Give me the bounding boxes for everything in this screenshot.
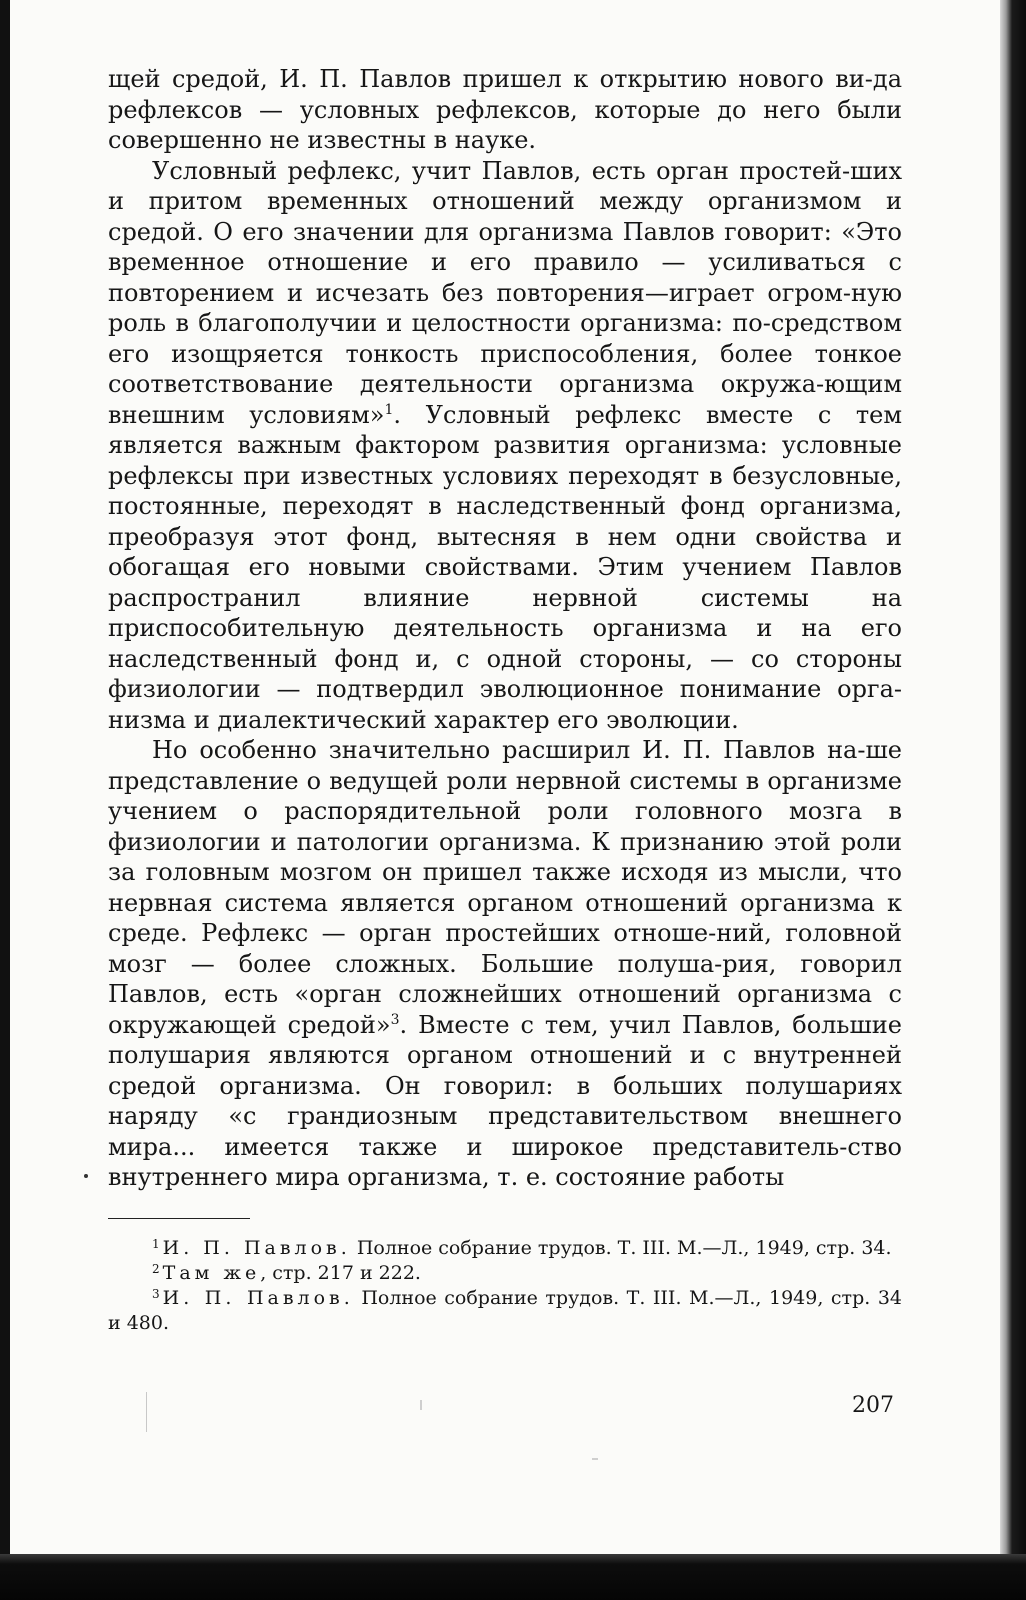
scan-edge-bottom (0, 1554, 1026, 1600)
page-number: 207 (852, 1393, 894, 1418)
scan-speck (420, 1400, 422, 1410)
margin-mark (84, 1174, 88, 1178)
paragraph-1 (108, 64, 902, 156)
footnote-ref-3: 3 (390, 1011, 400, 1028)
footnote-1-mark: 1 (152, 1237, 160, 1251)
footnote-2 (108, 1261, 902, 1286)
footnote-3-mark: 3 (152, 1287, 160, 1301)
footnote-3-author: И. П. Павлов. (162, 1287, 354, 1309)
paragraph-2-text: Условный рефлекс, учит Павлов, есть орган простей-ших и притом временных отношений между организмом и средой. О его значении для организма Павлов говорит: «Это временное отношение и его правило — усиливаться с повторением и исчезать без повторения—играет огром-ную роль в благополучии и целостности организма: по-средством его изощряется тонкость приспособления, более тонкое соответствование деятельности организма окружа-ющим внешним условиям» (108, 156, 902, 429)
paragraph-2 (108, 156, 902, 736)
scan-edge-right (1000, 0, 1026, 1600)
paragraph-3 (108, 735, 902, 1193)
footnote-3 (108, 1286, 902, 1336)
footnote-1-author: И. П. Павлов. (162, 1237, 351, 1259)
scan-speck (146, 1392, 147, 1432)
footnote-2-text: , стр. 217 и 222. (260, 1262, 421, 1284)
paragraph-3-tail: . Вместе с тем, учил Павлов, большие полушария являются органом отношений и с внутренней средой организма. Он говорил: в больших полушариях наряду «с грандиозным представительством внешнего мира... имеется также и широкое представитель-ство внутреннего мира организма, т. е. состояние работы (108, 1010, 902, 1191)
footnotes (108, 1236, 902, 1336)
paragraph-2-tail: . Условный рефлекс вместе с тем является важным фактором развития организма: условные рефлексы при известных условиях переходят в безусловные, постоянные, переходят в наследственный фонд организма, преобразуя этот фонд, вытесняя в нем одни свойства и обогащая его новыми свойствами. Этим учением Павлов распространил влияние нервной системы на приспособительную деятельность организма и на его наследственный фонд и, с одной стороны, — со стороны физиологии — подтвердил эволюционное понимание орга-низма и диалектический характер его эволюции. (108, 400, 903, 734)
paragraph-1-text: щей средой, И. П. Павлов пришел к открытию нового ви-да рефлексов — условных рефлексов, которые до него были совершенно не известны в науке. (108, 65, 902, 154)
scan-speck (592, 1458, 598, 1460)
body-text (108, 64, 902, 1193)
footnote-1-text: Полное собрание трудов. Т. III. М.—Л., 1949, стр. 34. (350, 1237, 892, 1259)
footnote-1 (108, 1236, 902, 1261)
footnote-2-mark: 2 (152, 1262, 160, 1276)
footnote-3-text: Полное собрание трудов. Т. III. М.—Л., 1949, стр. 34 и 480. (108, 1287, 902, 1334)
scan-edge-left (0, 0, 10, 1600)
footnote-ref-1: 1 (384, 401, 394, 418)
paragraph-3-text: Но особенно значительно расширил И. П. Павлов на-ше представление о ведущей роли нервной системы в организме учением о распорядительной роли головного мозга в физиологии и патологии организма. К признанию этой роли за головным мозгом он пришел также исходя из мысли, что нервная система является органом отношений организма к среде. Рефлекс — орган простейших отноше-ний, головной мозг — более сложных. Большие полуша-рия, говорил Павлов, есть «орган сложнейших отношений организма с окружающей средой» (108, 736, 902, 1039)
footnote-separator (108, 1218, 250, 1219)
footnote-2-author: Там же (162, 1262, 261, 1284)
